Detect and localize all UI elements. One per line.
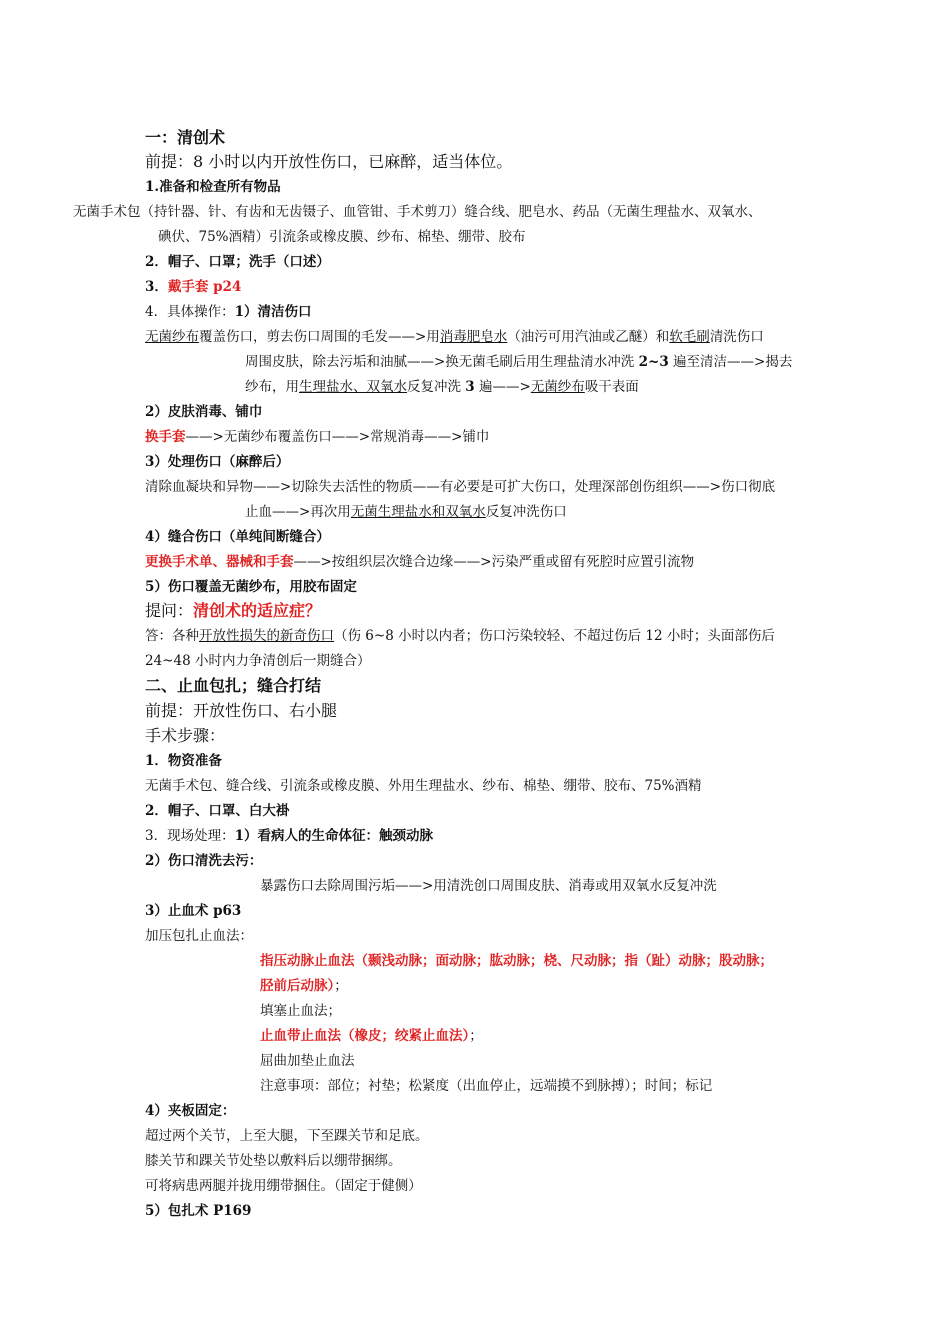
red-highlight: 换手套 (145, 429, 186, 445)
section2-steps-label: 手术步骤： (145, 726, 226, 745)
text-run: ； (469, 1028, 483, 1044)
s1-step1: 1.准备和检查所有物品 (145, 179, 281, 195)
bold-number: 2~3 (638, 354, 669, 370)
s2-step3-sub: 1）看病人的生命体征：触颈动脉 (234, 828, 433, 844)
underlined-term: 无菌纱布 (530, 379, 585, 395)
s2-sub4-line2: 膝关节和踝关节处垫以敷料后以绷带捆绑。 (145, 1153, 402, 1169)
s2-method1-line2 (260, 976, 348, 996)
s1-step4-num: 4．具体操作： (145, 304, 235, 320)
red-highlight: 止血带止血法（橡皮；绞紧止血法） (260, 1028, 470, 1044)
s2-method3 (260, 1026, 483, 1046)
underlined-term: 无菌生理盐水和双氧水 (350, 504, 486, 520)
text-run: 吸干表面 (584, 379, 639, 395)
s1-sub3-line1: 清除血凝块和异物——>切除失去活性的物质——有必要是可扩大伤口，处理深部创伤组织——>伤口彻底 (145, 479, 776, 495)
s2-method4: 屈曲加垫止血法 (260, 1053, 355, 1069)
s2-sub4-line3: 可将病患两腿并拢用绷带捆住。（固定于健侧） (145, 1178, 422, 1194)
s1-sub3-line2 (245, 502, 567, 522)
underlined-term: 开放性损失的新奇伤口 (199, 628, 334, 644)
text-run: 周围皮肤，除去污垢和油腻——>换无菌毛刷后用生理盐清水冲洗 (245, 354, 639, 370)
s1-items-line1: 无菌手术包（持针器、针、有齿和无齿镊子、血管钳、手术剪刀）缝合线、肥皂水、药品（无菌生理盐水、双氧水、 (73, 204, 762, 220)
s2-step2: 2．帽子、口罩、白大褂 (145, 803, 290, 819)
section1-premise: 前提：8 小时以内开放性伤口，已麻醉，适当体位。 (145, 152, 513, 171)
text-run: 覆盖伤口，剪去伤口周围的毛发——>用 (199, 329, 440, 345)
text-run: （伤 6~8 小时以内者；伤口污染较轻、不超过伤后 12 小时；头面部伤后 (334, 628, 775, 644)
text-run: 反复冲洗伤口 (485, 504, 567, 520)
s2-notes: 注意事项：部位；衬垫；松紧度（出血停止，远端摸不到脉搏）；时间；标记 (260, 1078, 713, 1094)
underlined-term: 无菌纱布 (145, 329, 199, 345)
text-run: 纱布，用 (245, 379, 299, 395)
s1-items-line2: 碘伏、75%酒精）引流条或橡皮膜、纱布、棉垫、绷带、胶布 (158, 229, 526, 245)
s1-step4 (145, 302, 312, 322)
s2-sub2-heading: 2）伤口清洗去污： (145, 853, 263, 869)
text-run: 清洗伤口 (709, 329, 764, 345)
s1-clean-line1 (145, 327, 764, 347)
s1-sub2-text (145, 427, 489, 447)
text-run: 止血——>再次用 (245, 504, 351, 520)
underlined-term: 生理盐水、双氧水 (299, 379, 407, 395)
s1-clean-line2 (245, 352, 792, 372)
s2-sub3-heading: 3）止血术 p63 (145, 903, 242, 919)
section2-title: 二、止血包扎；缝合打结 (145, 676, 322, 695)
text-run: 反复冲洗 (407, 379, 466, 395)
text-run: ； (334, 978, 348, 994)
text-run: ——>无菌纱布覆盖伤口——>常规消毒——>铺巾 (185, 429, 490, 445)
s2-step3 (145, 826, 433, 846)
text-run: 遍——> (474, 379, 531, 395)
section1-title: 一：清创术 (145, 128, 226, 147)
s1-step2: 2．帽子、口罩；洗手（口述） (145, 254, 330, 270)
underlined-term: 软毛刷 (669, 329, 710, 345)
s2-method1-line1: 指压动脉止血法（颞浅动脉；面动脉；肱动脉；桡、尺动脉；指（趾）动脉；股动脉； (260, 953, 773, 969)
s2-items: 无菌手术包、缝合线、引流条或橡皮膜、外用生理盐水、纱布、棉垫、绷带、胶布、75%酒精 (145, 778, 702, 794)
text-run: ——>按组织层次缝合边缘——>污染严重或留有死腔时应置引流物 (293, 554, 695, 570)
s1-step3-num: 3． (145, 279, 168, 295)
s1-sub4-text (145, 552, 694, 572)
s1-step3 (145, 277, 241, 297)
s1-step3-text: 戴手套 p24 (167, 279, 242, 295)
s2-sub4-heading: 4）夹板固定： (145, 1103, 236, 1119)
question-label: 提问： (145, 601, 194, 620)
s1-question (145, 600, 321, 622)
underlined-term: 消毒肥皂水 (439, 329, 508, 345)
s1-sub2-heading: 2）皮肤消毒、铺巾 (145, 404, 263, 420)
s1-step4-sub: 1）清洁伤口 (234, 304, 312, 320)
s1-sub3-heading: 3）处理伤口（麻醉后） (145, 454, 290, 470)
s1-clean-line3 (245, 377, 639, 397)
s2-method2: 填塞止血法； (260, 1003, 341, 1019)
section2-premise: 前提：开放性伤口、右小腿 (145, 701, 338, 720)
s2-step3-num: 3．现场处理： (145, 828, 235, 844)
s2-sub2-text: 暴露伤口去除周围污垢——>用清洗创口周围皮肤、消毒或用双氧水反复冲洗 (260, 878, 717, 894)
bold-number: 3 (465, 379, 475, 395)
s1-sub5-heading: 5）伤口覆盖无菌纱布，用胶布固定 (145, 579, 357, 595)
s2-sub3-text: 加压包扎止血法： (145, 928, 253, 944)
text-run: 答：各种 (145, 628, 199, 644)
s2-sub4-line1: 超过两个关节，上至大腿，下至踝关节和足底。 (145, 1128, 429, 1144)
question-text: 清创术的适应症？ (193, 601, 322, 620)
s1-answer-line2: 24~48 小时内力争清创后一期缝合） (145, 653, 371, 669)
red-highlight: 胫前后动脉） (260, 978, 335, 994)
s1-sub4-heading: 4）缝合伤口（单纯间断缝合） (145, 529, 330, 545)
text-run: （油污可用汽油或乙醚）和 (507, 329, 670, 345)
s2-step1: 1．物资准备 (145, 753, 222, 769)
s1-answer-line1 (145, 626, 775, 646)
s2-sub5-heading: 5）包扎术 P169 (145, 1203, 252, 1219)
red-highlight: 更换手术单、器械和手套 (145, 554, 294, 570)
text-run: 遍至清洁——>揭去 (668, 354, 793, 370)
